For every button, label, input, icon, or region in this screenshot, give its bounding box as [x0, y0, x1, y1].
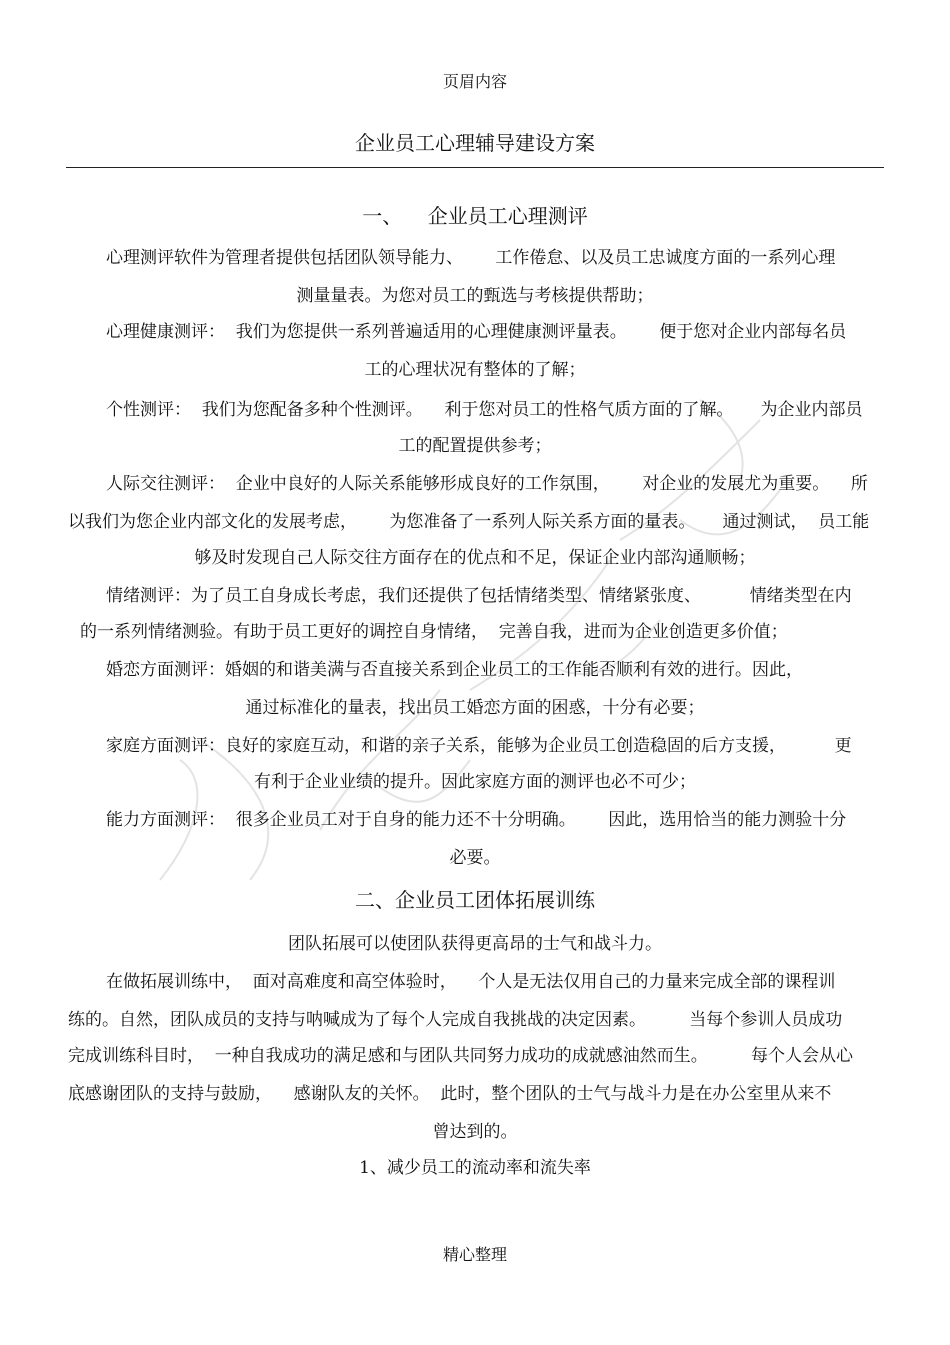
paragraph-line: 以我们为您企业内部文化的发展考虑， 为您准备了一系列人际关系方面的量表。 通过测试， 员工能 — [68, 512, 870, 532]
paragraph-line: 练的。自然，团队成员的支持与呐喊成为了每个人完成自我挑战的决定因素。 当每个参训人员成功 — [68, 1010, 843, 1030]
section-1-heading: 一、 企业员工心理测评 — [362, 204, 588, 228]
paragraph-line: 底感谢团队的支持与鼓励， 感谢队友的关怀。 此时，整个团队的士气与战斗力是在办公室里从来不 — [68, 1084, 832, 1104]
page-footer: 精心整理 — [442, 1245, 507, 1264]
paragraph-line: 婚恋方面测评：婚姻的和谐美满与否直接关系到企业员工的工作能否顺利有效的进行。因此， — [106, 660, 803, 680]
paragraph-line: 心理健康测评： 我们为您提供一系列普遍适用的心理健康测评量表。 便于您对企业内部每名员 — [106, 322, 847, 342]
paragraph-line: 个性测评： 我们为您配备多种个性测评。 利于您对员工的性格气质方面的了解。 为企业内部员 — [106, 400, 863, 420]
paragraph-line: 的一系列情绪测验。有助于员工更好的调控自身情绪， 完善自我，进而为企业创造更多价值； — [80, 622, 788, 642]
document-title: 企业员工心理辅导建设方案 — [355, 131, 595, 155]
title-divider — [66, 167, 884, 168]
paragraph-line: 团队拓展可以使团队获得更高昂的士气和战斗力。 — [288, 934, 662, 954]
paragraph-line: 够及时发现自己人际交往方面存在的优点和不足，保证企业内部沟通顺畅； — [194, 548, 756, 568]
paragraph-line: 工的配置提供参考； — [398, 436, 552, 456]
paragraph-line: 在做拓展训练中， 面对高难度和高空体验时， 个人是无法仅用自己的力量来完成全部的课程训 — [106, 972, 836, 992]
page-header: 页眉内容 — [442, 72, 507, 91]
paragraph-line: 曾达到的。 — [432, 1122, 518, 1142]
subsection-heading: 1、减少员工的流动率和流失率 — [359, 1158, 591, 1178]
paragraph-line: 完成训练科目时， 一种自我成功的满足感和与团队共同努力成功的成就感油然而生。 每个人会从心 — [68, 1046, 854, 1066]
paragraph-line: 能力方面测评： 很多企业员工对于自身的能力还不十分明确。 因此，选用恰当的能力测验十分 — [106, 810, 847, 830]
paragraph-line: 工的心理状况有整体的了解； — [364, 360, 586, 380]
section-2-heading: 二、企业员工团体拓展训练 — [355, 888, 595, 912]
paragraph-line: 心理测评软件为管理者提供包括团队领导能力、 工作倦怠、以及员工忠诚度方面的一系列心理 — [106, 248, 836, 268]
paragraph-line: 通过标准化的量表，找出员工婚恋方面的困惑，十分有必要； — [245, 698, 705, 718]
paragraph-line: 人际交往测评： 企业中良好的人际关系能够形成良好的工作氛围， 对企业的发展尤为重要。 所 — [106, 474, 868, 494]
paragraph-line: 家庭方面测评：良好的家庭互动，和谐的亲子关系，能够为企业员工创造稳固的后方支援， 更 — [106, 736, 852, 756]
paragraph-line: 测量量表。为您对员工的甄选与考核提供帮助； — [296, 286, 654, 306]
paragraph-line: 情绪测评：为了员工自身成长考虑，我们还提供了包括情绪类型、情绪紧张度、 情绪类型在内 — [106, 586, 852, 606]
paragraph-line: 有利于企业业绩的提升。因此家庭方面的测评也必不可少； — [254, 772, 696, 792]
paragraph-line: 必要。 — [449, 848, 501, 868]
